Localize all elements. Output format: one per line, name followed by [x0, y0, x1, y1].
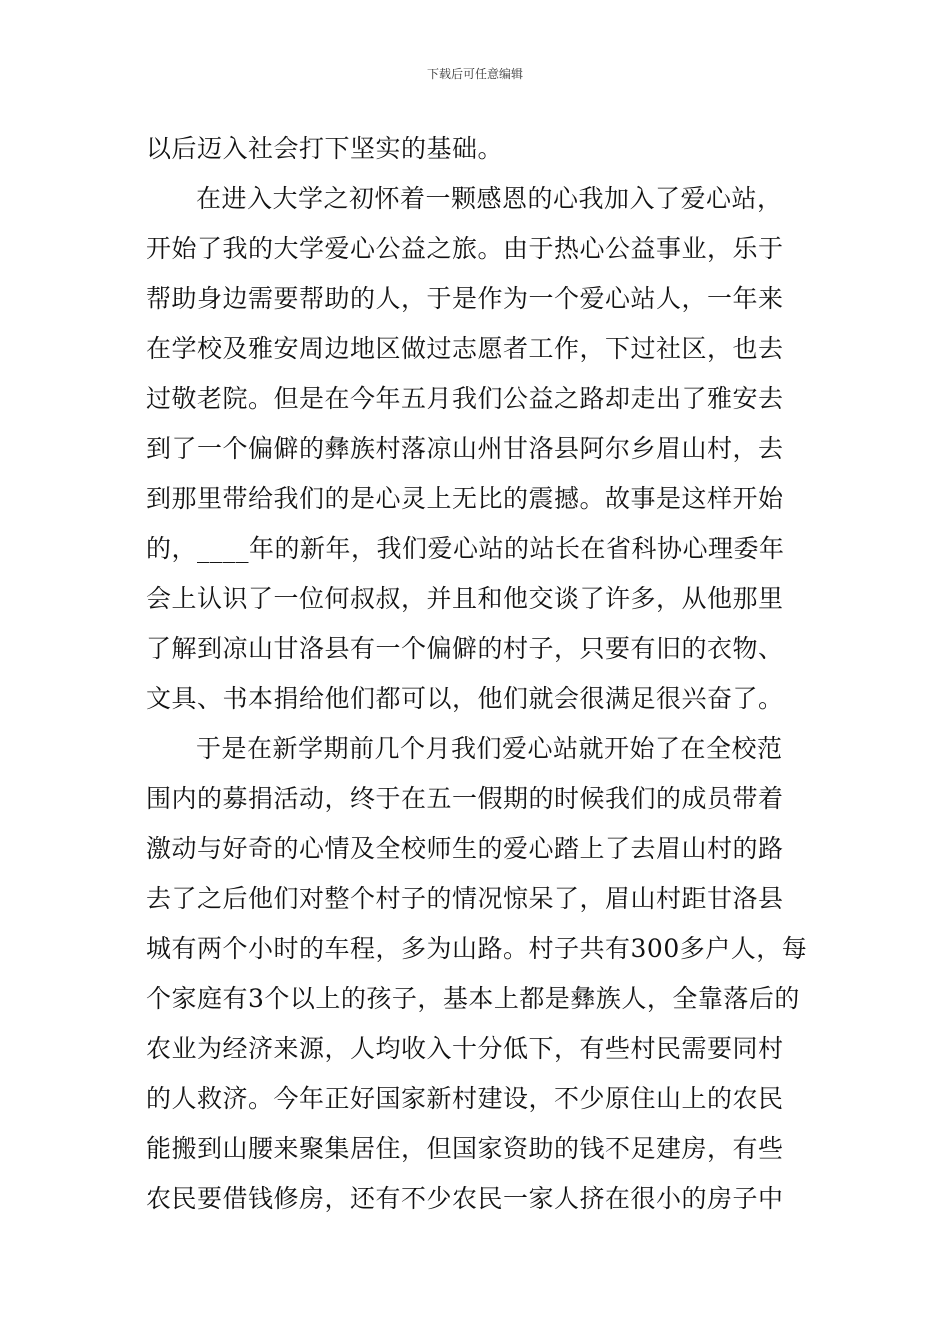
text-line: 城有两个小时的车程，多为山路。村子共有300多户人，每	[146, 934, 808, 963]
text-line: 以后迈入社会打下坚实的基础。	[146, 134, 504, 163]
text-line: 在学校及雅安周边地区做过志愿者工作，下过社区，也去	[146, 334, 784, 363]
text-line: 开始了我的大学爱心公益之旅。由于热心公益事业，乐于	[146, 234, 784, 263]
text-line: 能搬到山腰来聚集居住，但国家资助的钱不足建房，有些	[146, 1134, 784, 1163]
text-line: 农业为经济来源，人均收入十分低下，有些村民需要同村	[146, 1034, 784, 1063]
text-line: 到那里带给我们的是心灵上无比的震撼。故事是这样开始	[146, 484, 784, 513]
page-header: 下载后可任意编辑	[426, 67, 523, 81]
text-line: 的人救济。今年正好国家新村建设，不少原住山上的农民	[146, 1084, 784, 1113]
text-line: 文具、书本捐给他们都可以，他们就会很满足很兴奋了。	[146, 684, 784, 713]
text-line: 个家庭有3个以上的孩子，基本上都是彝族人，全靠落后的	[146, 984, 800, 1013]
text-line: 的，____年的新年，我们爱心站的站长在省科协心理委年	[146, 534, 785, 563]
text-line: 过敬老院。但是在今年五月我们公益之路却走出了雅安去	[146, 384, 784, 413]
body-text	[146, 124, 808, 1224]
text-line: 去了之后他们对整个村子的情况惊呆了，眉山村距甘洛县	[146, 884, 784, 913]
text-line: 会上认识了一位何叔叔，并且和他交谈了许多，从他那里	[146, 584, 784, 613]
text-line: 激动与好奇的心情及全校师生的爱心踏上了去眉山村的路	[146, 834, 784, 863]
text-line: 到了一个偏僻的彝族村落凉山州甘洛县阿尔乡眉山村，去	[146, 434, 784, 463]
text-line: 在进入大学之初怀着一颗感恩的心我加入了爱心站，	[196, 184, 783, 213]
text-line: 帮助身边需要帮助的人，于是作为一个爱心站人，一年来	[146, 284, 784, 313]
text-line: 围内的募捐活动，终于在五一假期的时候我们的成员带着	[146, 784, 784, 813]
text-line: 农民要借钱修房，还有不少农民一家人挤在很小的房子中	[146, 1184, 784, 1213]
text-line: 了解到凉山甘洛县有一个偏僻的村子，只要有旧的衣物、	[146, 634, 784, 663]
text-line: 于是在新学期前几个月我们爱心站就开始了在全校范	[196, 734, 783, 763]
